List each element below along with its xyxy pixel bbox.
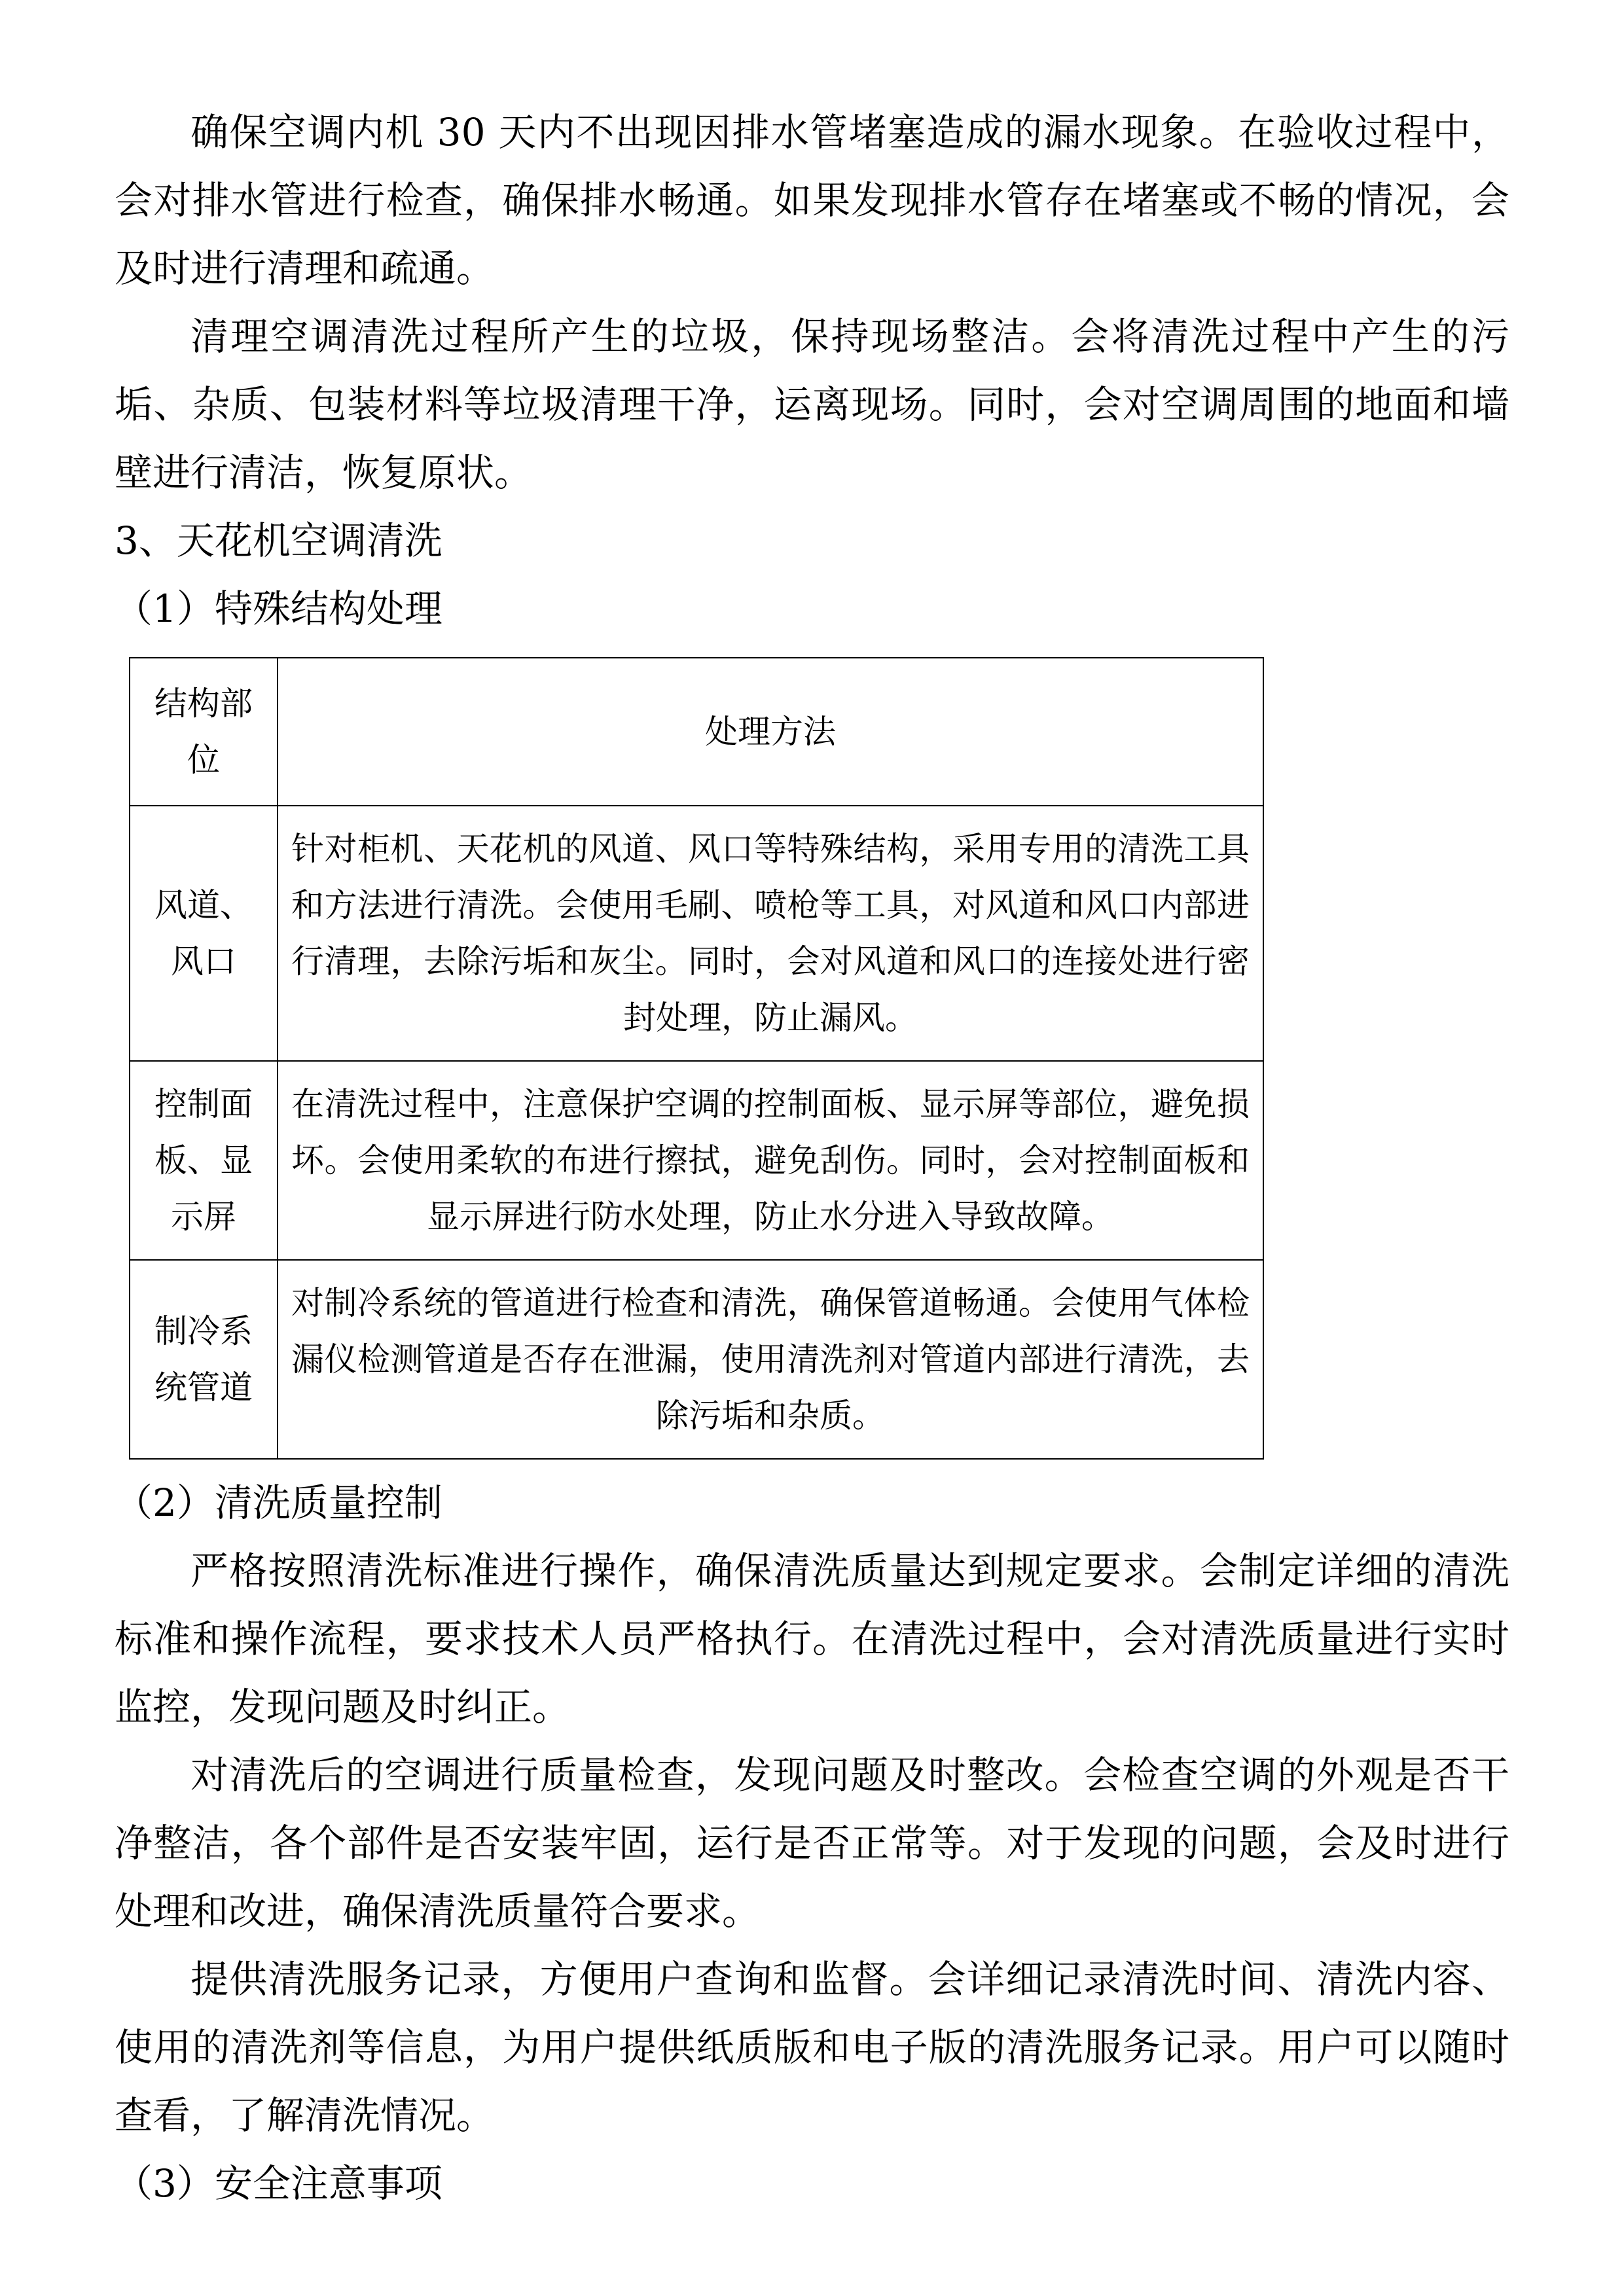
table-row — [130, 806, 1263, 1061]
heading-sub-2-cleaning-quality-control: （2）清洗质量控制 — [115, 1480, 442, 1525]
table-cell-part-air-duct-vent: 风道、风口 — [130, 806, 278, 1061]
table-row — [130, 1260, 1263, 1459]
paragraph-post-clean-quality-inspection: 对清洗后的空调进行质量检查，发现问题及时整改。会检查空调的外观是否干净整洁，各个部件是否安装牢固，运行是否正常等。对于发现的问题，会及时进行处理和改进，确保清洗质量符合要求。 — [115, 1753, 1509, 1933]
paragraph-service-record-provision: 提供清洗服务记录，方便用户查询和监督。会详细记录清洗时间、清洗内容、使用的清洗剂等信息，为用户提供纸质版和电子版的清洗服务记录。用户可以随时查看，了解清洗情况。 — [115, 1957, 1509, 2138]
paragraph-cleaning-standard-execution: 严格按照清洗标准进行操作，确保清洗质量达到规定要求。会制定详细的清洗标准和操作流程，要求技术人员严格执行。在清洗过程中，会对清洗质量进行实时监控，发现问题及时纠正。 — [115, 1549, 1509, 1729]
table-row — [130, 1061, 1263, 1260]
table-cell-method-air-duct-vent: 针对柜机、天花机的风道、风口等特殊结构，采用专用的清洗工具和方法进行清洗。会使用毛刷、喷枪等工具，对风道和风口内部进行清理，去除污垢和灰尘。同时，会对风道和风口的连接处进行密封处理，防止漏风。 — [278, 806, 1263, 1061]
table-cell-part-control-panel-display: 控制面板、显示屏 — [130, 1061, 278, 1260]
table-cell-method-control-panel-display: 在清洗过程中，注意保护空调的控制面板、显示屏等部位，避免损坏。会使用柔软的布进行擦拭，避免刮伤。同时，会对控制面板和显示屏进行防水处理，防止水分进入导致故障。 — [278, 1061, 1263, 1260]
table-cell-part-refrigeration-piping: 制冷系统管道 — [130, 1260, 278, 1459]
heading-section-3-ceiling-unit-cleaning: 3、天花机空调清洗 — [115, 518, 442, 563]
special-structure-table-wrapper — [115, 657, 1509, 1460]
table-header-handling-method: 处理方法 — [278, 658, 1263, 806]
paragraph-waste-cleanup: 清理空调清洗过程所产生的垃圾，保持现场整洁。会将清洗过程中产生的污垢、杂质、包装材料等垃圾清理干净，运离现场。同时，会对空调周围的地面和墙壁进行清洁，恢复原状。 — [115, 314, 1509, 495]
table-header-row — [130, 658, 1263, 806]
heading-sub-1-special-structure-handling: （1）特殊结构处理 — [115, 586, 442, 631]
table-header-structure-part: 结构部位 — [130, 658, 278, 806]
paragraph-drain-pipe-inspection: 确保空调内机 30 天内不出现因排水管堵塞造成的漏水现象。在验收过程中，会对排水管进行检查，确保排水畅通。如果发现排水管存在堵塞或不畅的情况，会及时进行清理和疏通。 — [115, 110, 1509, 291]
table-cell-method-refrigeration-piping: 对制冷系统的管道进行检查和清洗，确保管道畅通。会使用气体检漏仪检测管道是否存在泄漏，使用清洗剂对管道内部进行清洗，去除污垢和杂质。 — [278, 1260, 1263, 1459]
page-content — [115, 98, 1509, 2217]
heading-sub-3-safety-precautions: （3）安全注意事项 — [115, 2161, 442, 2206]
special-structure-handling-table — [129, 657, 1264, 1460]
